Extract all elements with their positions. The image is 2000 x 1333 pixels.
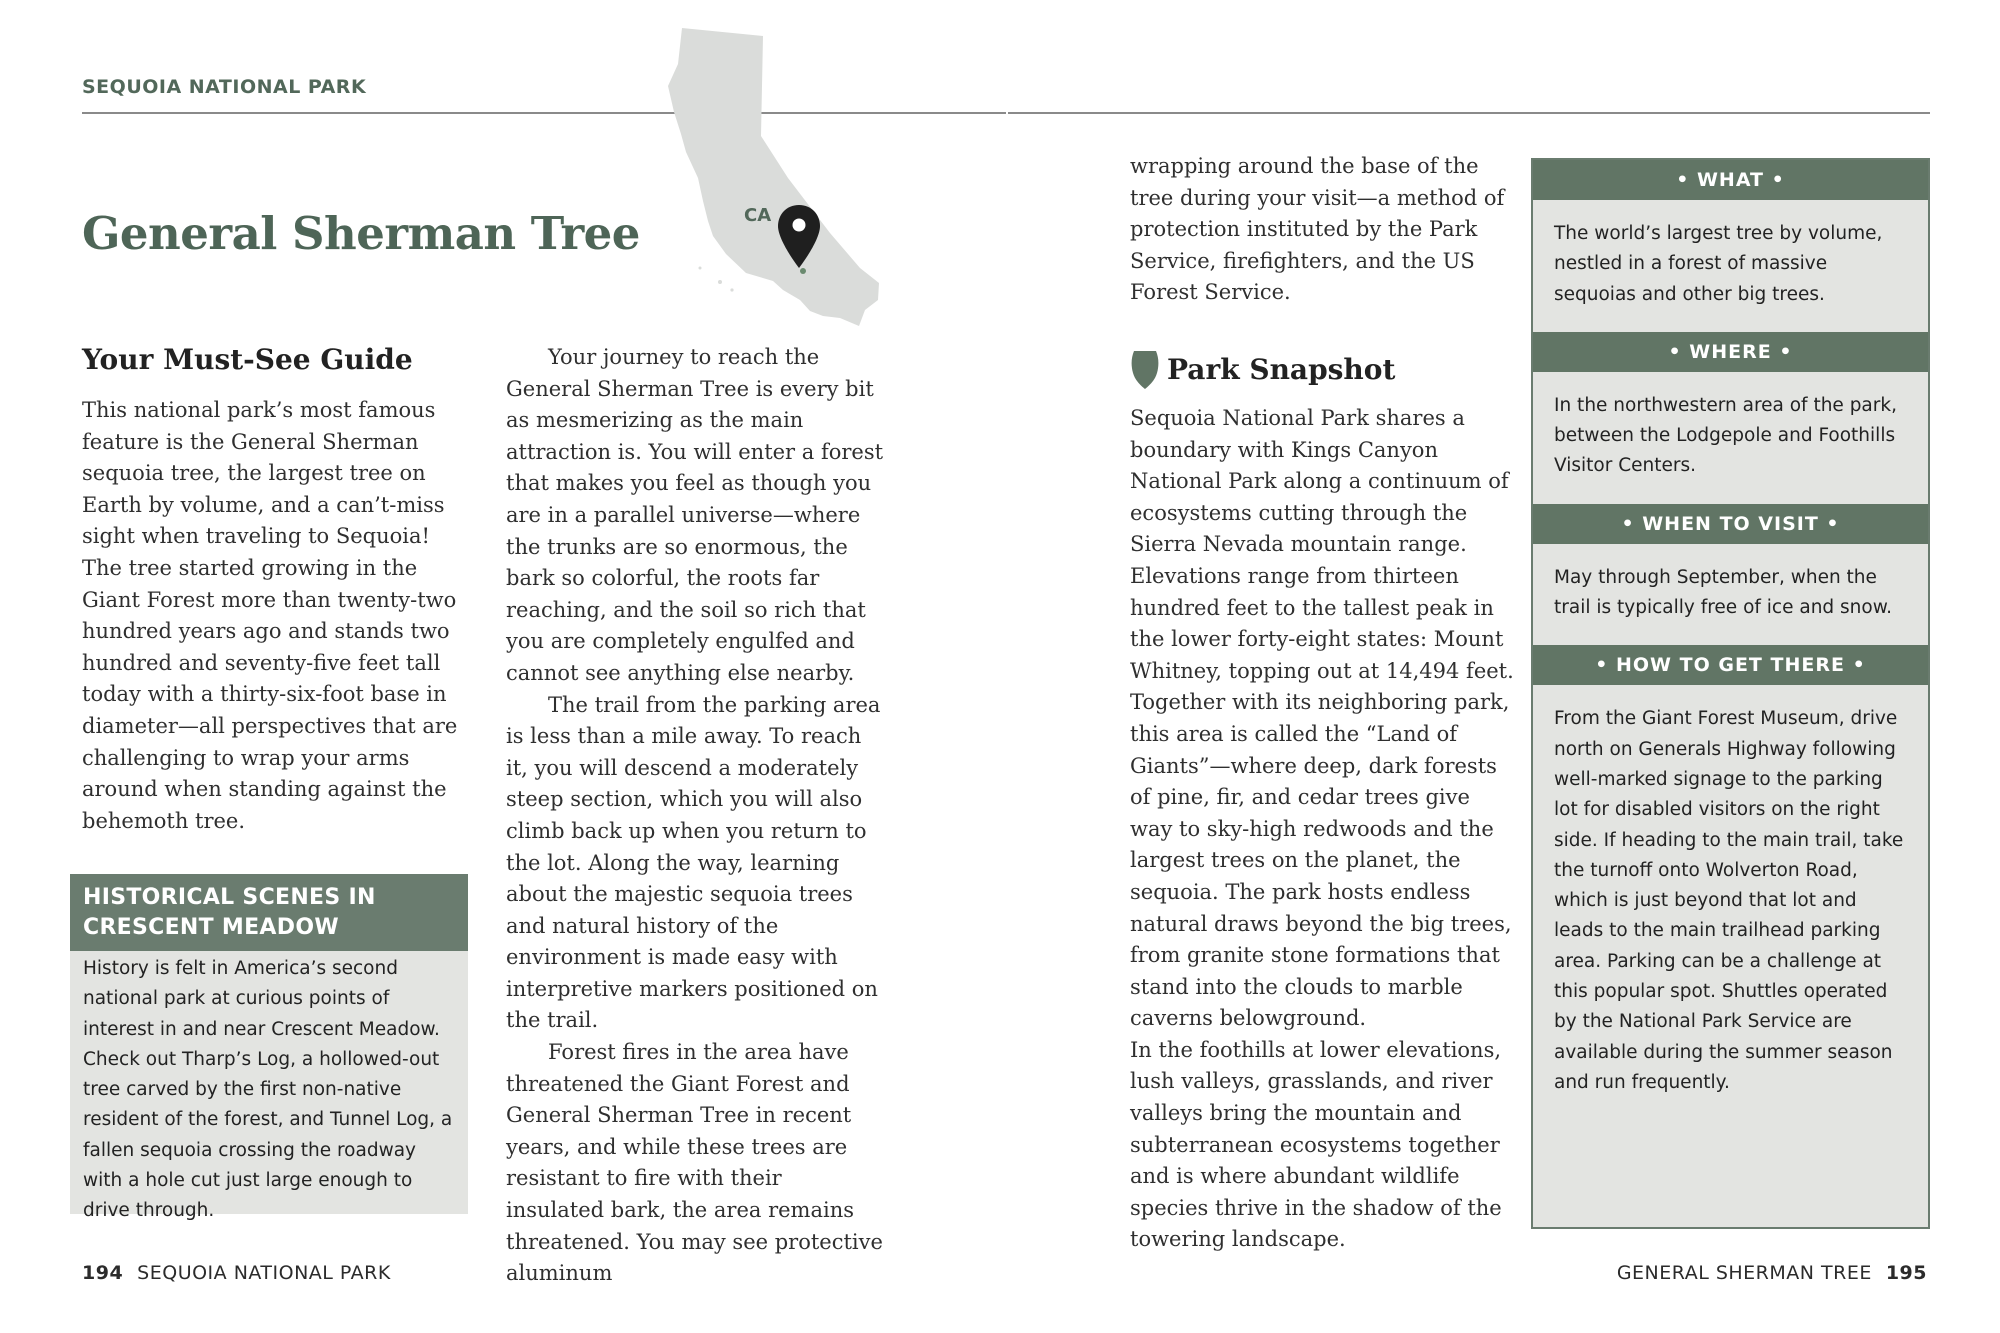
fact-where-heading: • WHERE • — [1533, 332, 1928, 372]
paragraph-fires: Forest fires in the area have threatened the Giant Forest and General Sherman Tree in recent years, and while these trees are resistant to fire with their insulated bark, the area remains threatened. You may see protective aluminum — [506, 1040, 883, 1286]
paragraph-journey: Your journey to reach the General Sherman Tree is every bit as mesmerizing as the main attraction is. You will enter a forest that makes you feel as though you are in a parallel universe—where the trunks are so enormous, the bark so colorful, the roots far reaching, and the soil so rich that you are completely engulfed and cannot see anything else nearby. — [506, 345, 884, 685]
guide-heading: Your Must-See Guide — [82, 343, 413, 376]
header-rule-right — [1008, 112, 1930, 114]
paragraph-continuation: wrapping around the base of the tree during your visit—a method of protection instituted by the Park Service, firefighters, and the US Forest Service. — [1130, 154, 1505, 305]
footer-left — [82, 1262, 391, 1284]
fact-what-heading: • WHAT • — [1533, 160, 1928, 200]
guide-intro-column — [82, 395, 462, 837]
historical-sidebar — [70, 874, 468, 1222]
park-snapshot-title: Park Snapshot — [1167, 353, 1396, 386]
paragraph-trail: The trail from the parking area is less than a mile away. To reach it, you will descend a moderately steep section, which you will also climb back up when you return to the lot. Along the way, learning about the majestic sequoia trees and natural history of the environment is made easy with interpretive markers positioned on the trail. — [506, 692, 881, 1033]
page-number-left: 194 — [82, 1262, 124, 1284]
footer-right — [1617, 1262, 1927, 1284]
running-head: SEQUOIA NATIONAL PARK — [82, 76, 367, 98]
sidebar-body: History is felt in America’s second national park at curious points of interest in and near Crescent Meadow. Check out Tharp’s Log, a hollowed-out tree carved by the first non-native resident of the forest, and Tunnel Log, a fallen sequoia crossing the roadway with a hole cut just large enough to drive through. — [83, 958, 453, 1222]
guide-intro: This national park’s most famous feature is the General Sherman sequoia tree, the largest tree on Earth by volume, and a can’t-miss sight when traveling to Sequoia! The tree started growing in the Giant Forest more than twenty-two hundred years ago and stands two hundred and seventy-five feet tall today with a thirty-six-foot base in diameter—all perspectives that are challenging to wrap your arms around when standing against the behemoth tree. — [82, 398, 458, 833]
fact-box — [1531, 158, 1930, 1229]
body-column-2 — [506, 342, 886, 1290]
page-number-right: 195 — [1885, 1262, 1927, 1284]
park-snapshot-body — [1130, 403, 1515, 1256]
running-foot-left: SEQUOIA NATIONAL PARK — [137, 1262, 391, 1284]
fact-where-text: In the northwestern area of the park, between the Lodgepole and Foothills Visitor Centers. — [1554, 394, 1897, 477]
fact-when-heading: • WHEN TO VISIT • — [1533, 504, 1928, 544]
arrowhead-icon — [1130, 350, 1160, 390]
fact-what-text: The world’s largest tree by volume, nestled in a forest of massive sequoias and other big trees. — [1554, 223, 1883, 305]
body-column-3-continuation — [1130, 151, 1515, 309]
sidebar-heading: HISTORICAL SCENES IN CRESCENT MEADOW — [70, 874, 468, 951]
california-map-icon — [660, 28, 890, 343]
fact-how-text: From the Giant Forest Museum, drive north on Generals Highway following well-marked signage to the parking lot for disabled visitors on the right side. If heading to the main trail, take the turnoff onto Wolverton Road, which is just beyond that lot and leads to the main trailhead parking area. Parking can be a challenge at this popular spot. Shuttles operated by the National Park Service are available during the summer season and run frequently. — [1554, 708, 1904, 1093]
page-title: General Sherman Tree — [82, 207, 640, 260]
state-label: CA — [744, 205, 772, 226]
fact-how-heading: • HOW TO GET THERE • — [1533, 645, 1928, 685]
snapshot-paragraph-2: In the foothills at lower elevations, lush valleys, grasslands, and river valleys bring the mountain and subterranean ecosystems together and is where abundant wildlife species thrive in the shadow of the towering landscape. — [1130, 1037, 1502, 1252]
running-foot-right: GENERAL SHERMAN TREE — [1616, 1262, 1872, 1284]
fact-when-text: May through September, when the trail is typically free of ice and snow. — [1554, 566, 1893, 619]
snapshot-paragraph-1: Sequoia National Park shares a boundary with Kings Canyon National Park along a continuum of ecosystems cutting through the Sierra Nevada mountain range. Elevations range from thirteen hundred feet to the tallest peak in the lower forty-eight states: Mount Whitney, topping out at 14,494 feet. Together with its neighboring park, this area is called the “Land of Giants”—where deep, dark forests of pine, fir, and cedar trees give way to sky-high redwoods and the largest trees on the planet, the sequoia. The park hosts endless natural draws beyond the big trees, from granite stone formations that stand into the clouds to marble caverns belowground. — [1130, 406, 1514, 1031]
